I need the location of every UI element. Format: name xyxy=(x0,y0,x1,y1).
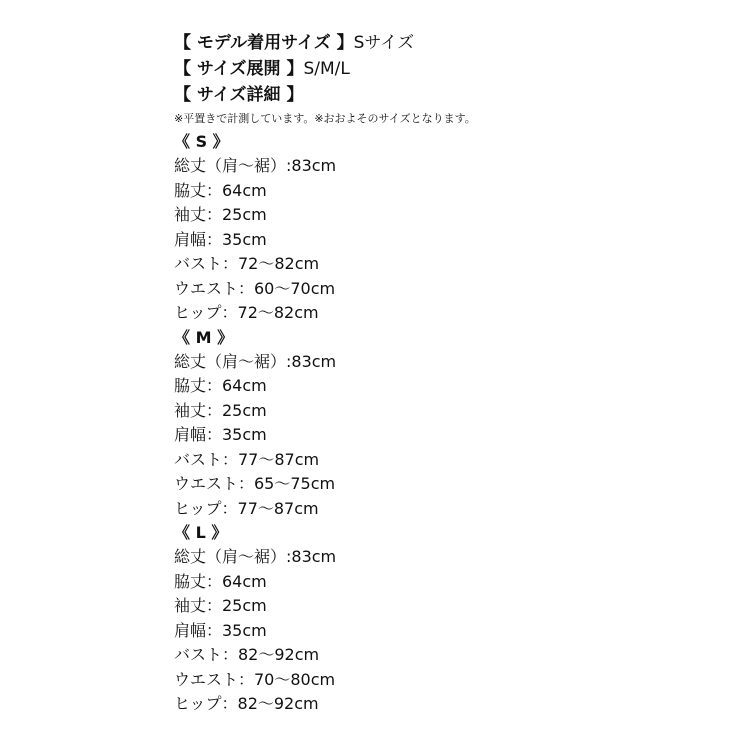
size-m-hip: ヒップ：77〜87cm xyxy=(174,498,319,518)
size-range-label: 【 サイズ展開 】 xyxy=(174,59,304,79)
size-m-title: 《 M 》 xyxy=(174,327,234,347)
size-l-side-length: 脇丈：64cm xyxy=(174,571,267,591)
size-s-title: 《 S 》 xyxy=(174,132,229,151)
size-m-bust: バスト：77〜87cm xyxy=(174,449,320,469)
model-size-value: Sサイズ xyxy=(353,33,415,53)
size-s-side-length: 脇丈：64cm xyxy=(174,180,267,200)
size-l-waist: ウエスト：70〜80cm xyxy=(174,669,336,689)
size-m-side-length: 脇丈：64cm xyxy=(174,376,267,395)
size-s-bust: バスト：72〜82cm xyxy=(174,254,320,273)
size-l-hip: ヒップ：82〜92cm xyxy=(174,694,319,713)
size-s-waist: ウエスト：60〜70cm xyxy=(174,278,336,298)
size-m-shoulder-width: 肩幅：35cm xyxy=(174,425,267,444)
measurement-note: ※平置きで計測しています。※おおよそのサイズとなります。 xyxy=(174,112,476,125)
size-m-waist: ウエスト：65〜75cm xyxy=(174,474,336,493)
size-detail-line xyxy=(174,82,694,108)
model-size-line xyxy=(174,30,694,56)
size-l-total-length: 総丈（肩〜裾）:83cm xyxy=(174,547,337,566)
size-l-title: 《 L 》 xyxy=(174,523,228,542)
size-range-value: S/M/L xyxy=(303,59,350,79)
size-l-shoulder-width: 肩幅：35cm xyxy=(174,620,267,640)
size-l-sleeve-length: 袖丈：25cm xyxy=(174,596,267,615)
size-s-sleeve-length: 袖丈：25cm xyxy=(174,205,267,224)
size-range-line xyxy=(174,56,694,82)
size-s-total-length: 総丈（肩〜裾）:83cm xyxy=(174,156,337,175)
model-size-label: 【 モデル着用サイズ 】 xyxy=(174,33,354,53)
size-s-shoulder-width: 肩幅：35cm xyxy=(174,229,267,249)
size-chart xyxy=(174,30,694,717)
size-m-sleeve-length: 袖丈：25cm xyxy=(174,400,267,420)
size-m-total-length: 総丈（肩〜裾）:83cm xyxy=(174,351,337,371)
size-l-bust: バスト：82〜92cm xyxy=(174,645,320,664)
size-s-hip: ヒップ：72〜82cm xyxy=(174,303,319,322)
size-detail-label: 【 サイズ詳細 】 xyxy=(174,85,304,105)
